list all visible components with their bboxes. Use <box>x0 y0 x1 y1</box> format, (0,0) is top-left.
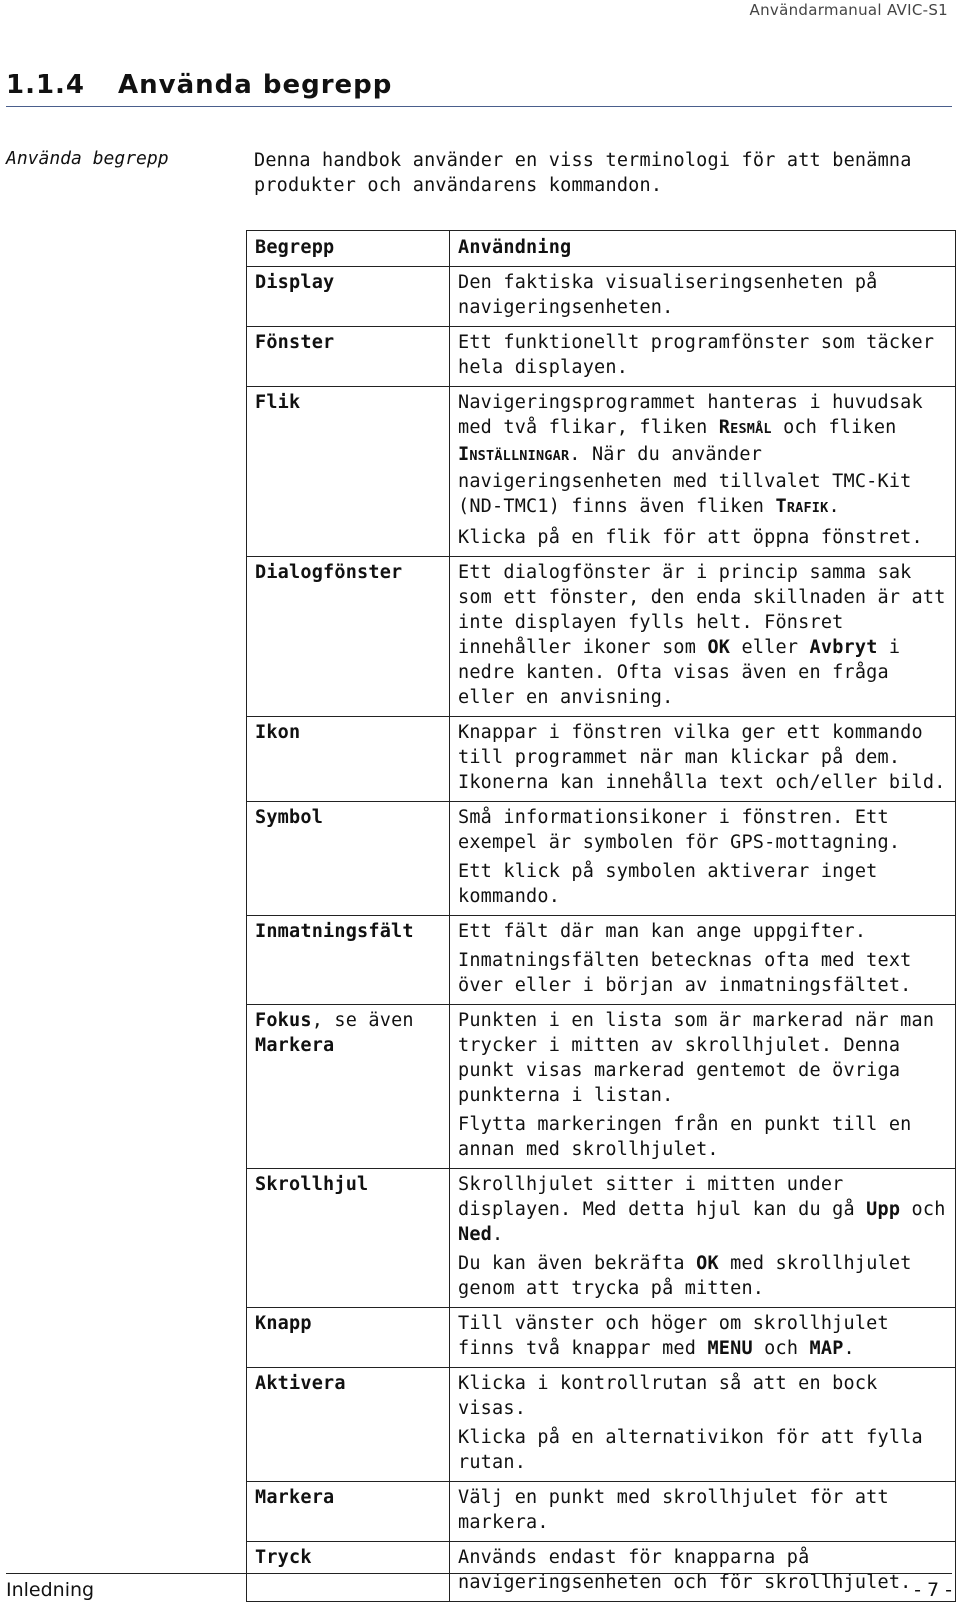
term-cell: Markera <box>247 1482 450 1542</box>
map-label: MAP <box>809 1338 844 1359</box>
usage-cell <box>450 916 956 1005</box>
table-row <box>247 1482 956 1542</box>
term-cell: Dialogfönster <box>247 557 450 717</box>
header-usage: Användning <box>450 231 956 267</box>
usage-cell <box>450 1005 956 1169</box>
table-row <box>247 802 956 916</box>
usage-text: Används endast för knapparna på navigeringsenheten och för skrollhjulet. <box>458 1547 912 1593</box>
usage-text: Ett klick på symbolen aktiverar inget kommando. <box>458 861 878 907</box>
ok-label: OK <box>707 637 731 658</box>
usage-text: Du kan även bekräfta OK med skrollhjulet genom att trycka på mitten. <box>458 1253 912 1299</box>
header-term: Begrepp <box>247 231 450 267</box>
usage-text: Inmatningsfälten betecknas ofta med text över eller i början av inmatningsfältet. <box>458 950 912 996</box>
table-row <box>247 1368 956 1482</box>
down-label: Ned <box>458 1224 493 1245</box>
usage-text: Klicka på en flik för att öppna fönstret. <box>458 527 923 548</box>
usage-cell <box>450 717 956 802</box>
usage-text: Den faktiska visualiseringsenheten på navigeringsenheten. <box>458 272 878 318</box>
term-cell: Fokus, se även Markera <box>247 1005 450 1169</box>
term-cell: Tryck <box>247 1542 450 1602</box>
section-heading <box>6 70 952 107</box>
table-row <box>247 1308 956 1368</box>
term-cell: Knapp <box>247 1308 450 1368</box>
section-number: 1.1.4 <box>6 70 86 100</box>
usage-cell <box>450 387 956 557</box>
usage-text: Ett dialogfönster är i princip samma sak som ett fönster, den enda skillnaden är att inte displayen fylls helt. Fönsret innehåller ikoner som OK eller Avbryt i nedre kanten. Ofta visas även en fråga eller en anvisning. <box>458 562 946 708</box>
tab-name-installningar: INSTÄLLNINGAR <box>458 444 570 465</box>
page-footer <box>6 1573 952 1601</box>
usage-cell <box>450 1482 956 1542</box>
footer-page-number: - 7 - <box>914 1579 952 1601</box>
term-cell: Display <box>247 267 450 327</box>
table-row <box>247 327 956 387</box>
term-cell: Ikon <box>247 717 450 802</box>
table-header-row <box>247 231 956 267</box>
usage-text: Navigeringsprogrammet hanteras i huvudsak med två flikar, fliken RESMÅL och fliken INSTÄLLNINGAR. När du använder navigeringsenheten med tillvalet TMC-Kit (ND-TMC1) finns även fliken TRAFIK. <box>458 392 923 517</box>
table-row <box>247 1169 956 1308</box>
term-cell: Aktivera <box>247 1368 450 1482</box>
usage-text: Små informationsikoner i fönstren. Ett exempel är symbolen för GPS-mottagning. <box>458 807 901 853</box>
tab-name-trafik: TRAFIK <box>775 496 829 517</box>
intro-paragraph: Denna handbok använder en viss terminologi för att benämna produkter och användarens kommandon. <box>254 150 912 196</box>
up-label: Upp <box>866 1199 901 1220</box>
term-cell: Fönster <box>247 327 450 387</box>
usage-text: Ett funktionellt programfönster som täcker hela displayen. <box>458 332 935 378</box>
ok-label: OK <box>696 1253 719 1274</box>
usage-text: Välj en punkt med skrollhjulet för att markera. <box>458 1487 889 1533</box>
usage-cell <box>450 557 956 717</box>
footer-chapter: Inledning <box>6 1579 95 1601</box>
term-cell: Flik <box>247 387 450 557</box>
table-row <box>247 916 956 1005</box>
section-title: Använda begrepp <box>118 70 393 100</box>
usage-cell <box>450 1308 956 1368</box>
usage-cell <box>450 327 956 387</box>
usage-text: Klicka på en alternativikon för att fylla rutan. <box>458 1427 923 1473</box>
cancel-label: Avbryt <box>809 637 878 658</box>
table-row <box>247 1005 956 1169</box>
terminology-table <box>246 230 956 1602</box>
margin-label: Använda begrepp <box>6 148 169 169</box>
table-row <box>247 717 956 802</box>
usage-text: Punkten i en lista som är markerad när man trycker i mitten av skrollhjulet. Denna punkt visas markerad gentemot de övriga punkterna i listan. <box>458 1010 935 1106</box>
usage-text: Klicka i kontrollrutan så att en bock visas. <box>458 1373 878 1419</box>
usage-text: Skrollhjulet sitter i mitten under displayen. Med detta hjul kan du gå Upp och Ned. <box>458 1174 946 1245</box>
usage-cell <box>450 1368 956 1482</box>
term-cell: Inmatningsfält <box>247 916 450 1005</box>
menu-label: MENU <box>707 1338 753 1359</box>
table-row <box>247 267 956 327</box>
tab-name-resmal: RESMÅL <box>718 417 772 438</box>
usage-text: Ett fält där man kan ange uppgifter. <box>458 921 867 942</box>
usage-cell <box>450 267 956 327</box>
usage-cell <box>450 802 956 916</box>
table-row <box>247 387 956 557</box>
term-cell: Symbol <box>247 802 450 916</box>
term-cell: Skrollhjul <box>247 1169 450 1308</box>
document-title: Användarmanual AVIC-S1 <box>749 1 948 19</box>
usage-cell <box>450 1169 956 1308</box>
usage-text: Knappar i fönstren vilka ger ett kommando till programmet när man klickar på dem. Ikonerna kan innehålla text och/eller bild. <box>458 722 946 793</box>
usage-text: Flytta markeringen från en punkt till en annan med skrollhjulet. <box>458 1114 912 1160</box>
usage-text: Till vänster och höger om skrollhjulet finns två knappar med MENU och MAP. <box>458 1313 889 1359</box>
table-row <box>247 557 956 717</box>
